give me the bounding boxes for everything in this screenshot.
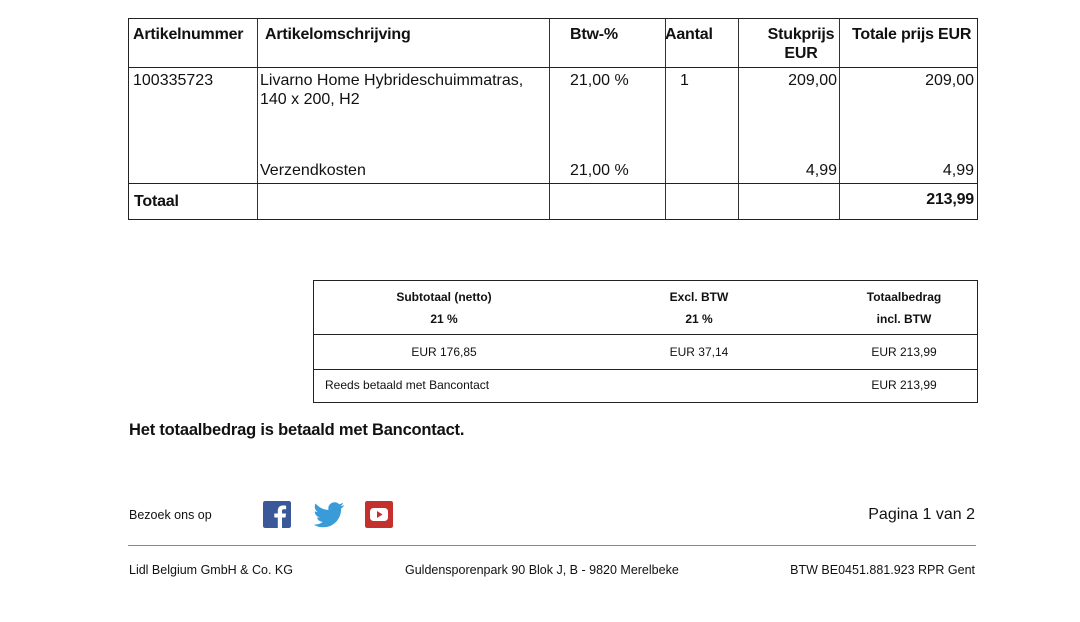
row-vat: 21,00 %: [570, 162, 629, 179]
column-divider: [738, 19, 739, 219]
column-divider: [665, 19, 666, 219]
total-label: Totaal: [134, 193, 179, 210]
invoice-items-table: [128, 18, 978, 220]
facebook-icon[interactable]: [263, 501, 291, 528]
summary-header-total: Totaalbedrag incl. BTW: [866, 290, 942, 326]
page-number: Pagina 1 van 2: [868, 506, 975, 523]
column-divider: [549, 19, 550, 219]
footer-divider: [128, 545, 976, 546]
header-divider: [129, 67, 977, 68]
twitter-icon[interactable]: [313, 501, 345, 528]
header-description: Artikelomschrijving: [265, 26, 411, 43]
row-quantity: 1: [680, 72, 689, 89]
column-divider: [257, 19, 258, 219]
row-unit-price: 209,00: [788, 72, 837, 89]
header-article-number: Artikelnummer: [133, 26, 244, 43]
summary-header-vat: Excl. BTW 21 %: [669, 290, 729, 326]
total-divider: [129, 183, 977, 184]
payment-note: Het totaalbedrag is betaald met Bancontact.: [129, 421, 465, 439]
summary-divider: [314, 369, 977, 370]
visit-us-label: Bezoek ons op: [129, 508, 212, 522]
vat-summary-table: [313, 280, 978, 403]
header-total-price: Totale prijs EUR: [852, 26, 972, 43]
row-total-price: 209,00: [925, 72, 974, 89]
summary-header-subtotal: Subtotaal (netto) 21 %: [396, 290, 492, 326]
summary-total-value: EUR 213,99: [871, 345, 937, 359]
footer-company: Lidl Belgium GmbH & Co. KG: [129, 563, 293, 577]
header-vat: Btw-%: [570, 26, 618, 43]
row-vat: 21,00 %: [570, 72, 629, 89]
row-total-price: 4,99: [942, 162, 974, 179]
row-description: Livarno Home Hybrideschuimmatras, 140 x 200, H2: [260, 72, 524, 108]
total-value: 213,99: [926, 191, 974, 208]
summary-vat-value: EUR 37,14: [669, 345, 729, 359]
row-description: Verzendkosten: [260, 162, 366, 179]
summary-divider: [314, 334, 977, 335]
summary-paid-value: EUR 213,99: [871, 378, 937, 392]
summary-paid-label: Reeds betaald met Bancontact: [325, 378, 490, 392]
row-article-number: 100335723: [133, 72, 214, 89]
footer-address: Guldensporenpark 90 Blok J, B - 9820 Merelbeke: [405, 563, 679, 577]
header-quantity: Aantal: [665, 26, 713, 43]
row-unit-price: 4,99: [805, 162, 837, 179]
header-unit-price: Stukprijs EUR: [767, 26, 835, 62]
summary-subtotal-value: EUR 176,85: [411, 345, 477, 359]
youtube-icon[interactable]: [365, 501, 393, 528]
footer-vat-number: BTW BE0451.881.923 RPR Gent: [790, 563, 975, 577]
